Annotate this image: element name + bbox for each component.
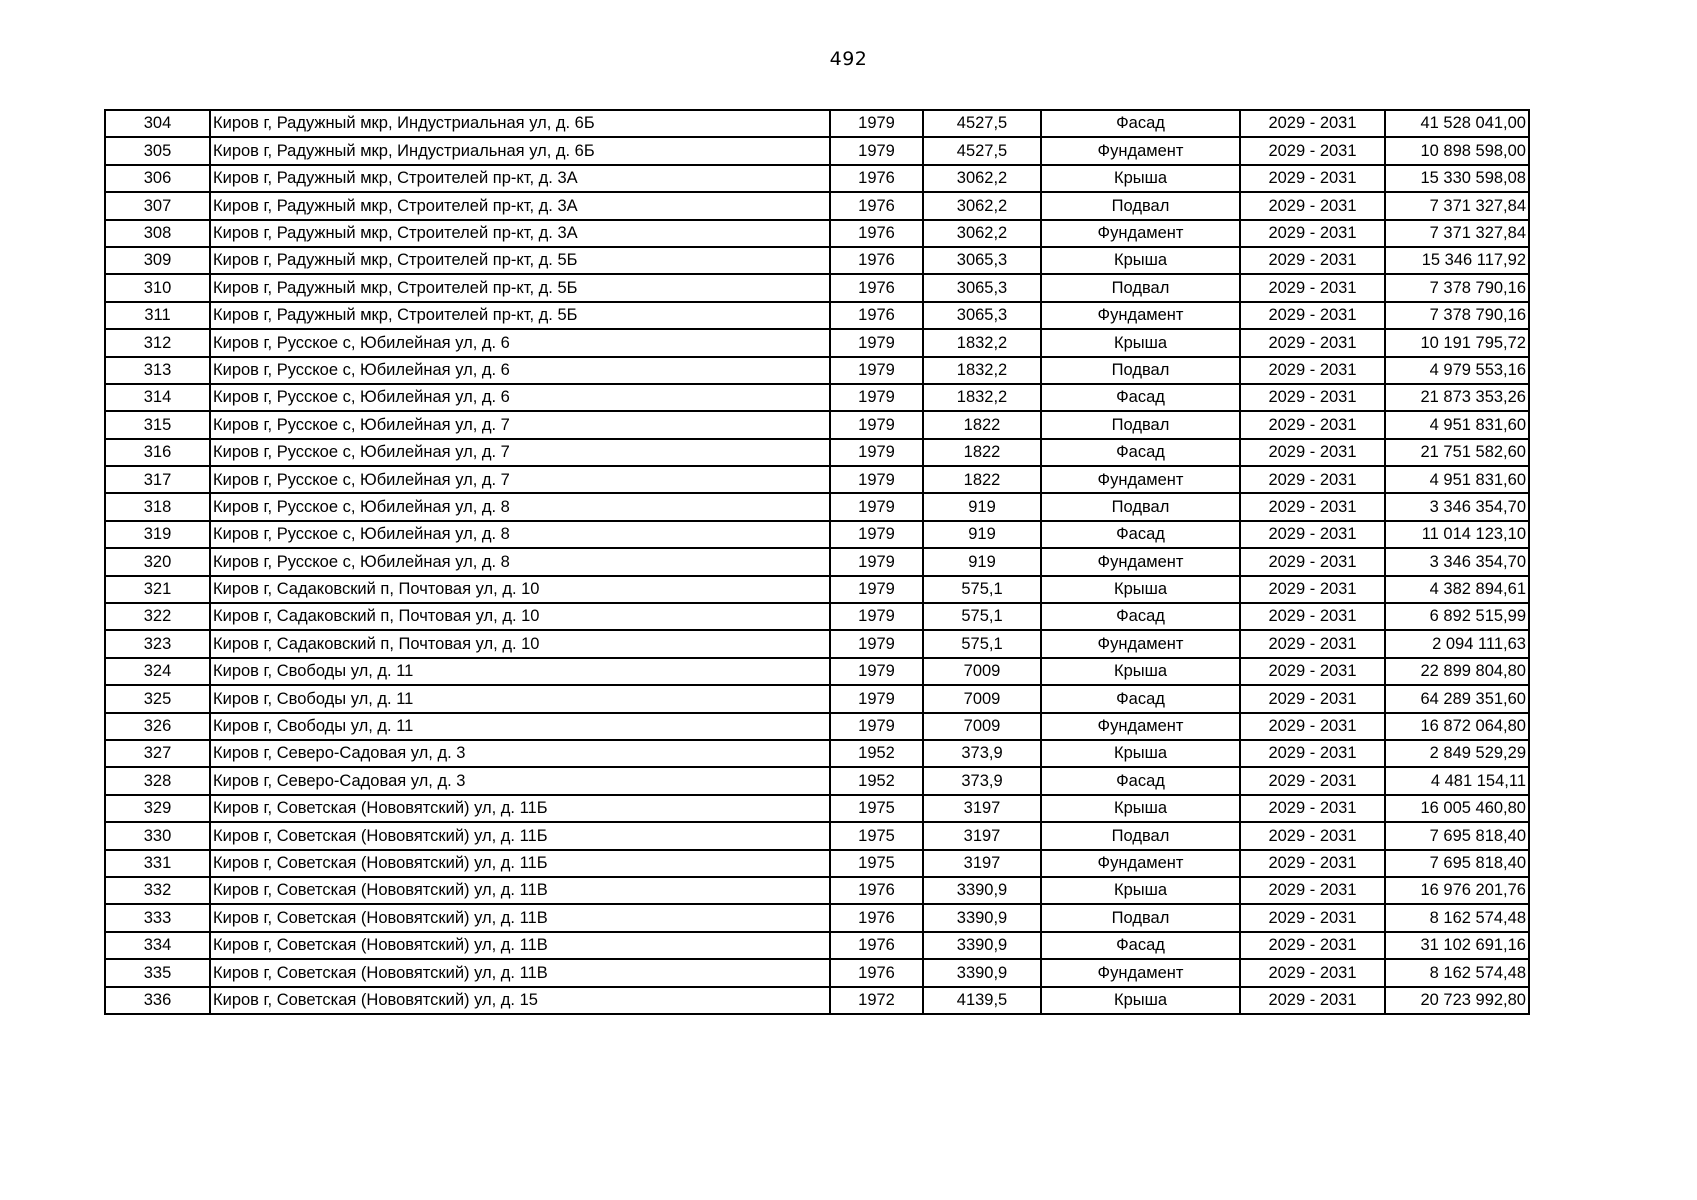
area-cell: 1832,2: [923, 329, 1041, 356]
table-row: [105, 247, 1529, 274]
work-type-cell: Фасад: [1041, 932, 1240, 959]
work-type-cell: Фундамент: [1041, 959, 1240, 986]
row-number-cell: 336: [105, 987, 210, 1014]
address-cell: Киров г, Радужный мкр, Строителей пр-кт, д. 5Б: [210, 302, 830, 329]
build-year-cell: 1979: [830, 137, 923, 164]
table-row: [105, 192, 1529, 219]
work-type-cell: Крыша: [1041, 658, 1240, 685]
build-year-cell: 1979: [830, 411, 923, 438]
work-type-cell: Фасад: [1041, 521, 1240, 548]
cost-cell: 20 723 992,80: [1385, 987, 1529, 1014]
table-row: [105, 822, 1529, 849]
cost-cell: 31 102 691,16: [1385, 932, 1529, 959]
row-number-cell: 308: [105, 220, 210, 247]
period-cell: 2029 - 2031: [1240, 877, 1385, 904]
address-cell: Киров г, Русское с, Юбилейная ул, д. 6: [210, 384, 830, 411]
build-year-cell: 1979: [830, 493, 923, 520]
row-number-cell: 330: [105, 822, 210, 849]
address-cell: Киров г, Советская (Нововятский) ул, д. 11В: [210, 959, 830, 986]
cost-cell: 4 951 831,60: [1385, 411, 1529, 438]
build-year-cell: 1976: [830, 932, 923, 959]
work-type-cell: Крыша: [1041, 877, 1240, 904]
address-cell: Киров г, Советская (Нововятский) ул, д. 15: [210, 987, 830, 1014]
address-cell: Киров г, Русское с, Юбилейная ул, д. 7: [210, 411, 830, 438]
cost-cell: 11 014 123,10: [1385, 521, 1529, 548]
table-row: [105, 767, 1529, 794]
work-type-cell: Фасад: [1041, 767, 1240, 794]
area-cell: 919: [923, 493, 1041, 520]
table-row: [105, 959, 1529, 986]
period-cell: 2029 - 2031: [1240, 220, 1385, 247]
row-number-cell: 314: [105, 384, 210, 411]
cost-cell: 3 346 354,70: [1385, 548, 1529, 575]
cost-cell: 4 481 154,11: [1385, 767, 1529, 794]
row-number-cell: 318: [105, 493, 210, 520]
row-number-cell: 333: [105, 904, 210, 931]
cost-cell: 15 346 117,92: [1385, 247, 1529, 274]
address-cell: Киров г, Радужный мкр, Строителей пр-кт, д. 3А: [210, 220, 830, 247]
address-cell: Киров г, Садаковский п, Почтовая ул, д. 10: [210, 630, 830, 657]
address-cell: Киров г, Русское с, Юбилейная ул, д. 7: [210, 439, 830, 466]
area-cell: 3390,9: [923, 904, 1041, 931]
build-year-cell: 1972: [830, 987, 923, 1014]
work-type-cell: Фасад: [1041, 110, 1240, 137]
address-cell: Киров г, Советская (Нововятский) ул, д. 11Б: [210, 822, 830, 849]
area-cell: 3197: [923, 795, 1041, 822]
table-row: [105, 795, 1529, 822]
build-year-cell: 1979: [830, 110, 923, 137]
cost-cell: 16 005 460,80: [1385, 795, 1529, 822]
row-number-cell: 315: [105, 411, 210, 438]
area-cell: 3197: [923, 850, 1041, 877]
cost-cell: 8 162 574,48: [1385, 959, 1529, 986]
repair-schedule-table: [104, 109, 1530, 1015]
row-number-cell: 311: [105, 302, 210, 329]
area-cell: 575,1: [923, 576, 1041, 603]
build-year-cell: 1976: [830, 877, 923, 904]
table-row: [105, 932, 1529, 959]
cost-cell: 15 330 598,08: [1385, 165, 1529, 192]
row-number-cell: 334: [105, 932, 210, 959]
build-year-cell: 1979: [830, 713, 923, 740]
period-cell: 2029 - 2031: [1240, 987, 1385, 1014]
area-cell: 3065,3: [923, 302, 1041, 329]
table-row: [105, 302, 1529, 329]
area-cell: 1822: [923, 439, 1041, 466]
address-cell: Киров г, Садаковский п, Почтовая ул, д. 10: [210, 603, 830, 630]
work-type-cell: Фундамент: [1041, 302, 1240, 329]
row-number-cell: 327: [105, 740, 210, 767]
cost-cell: 16 872 064,80: [1385, 713, 1529, 740]
address-cell: Киров г, Русское с, Юбилейная ул, д. 8: [210, 493, 830, 520]
period-cell: 2029 - 2031: [1240, 904, 1385, 931]
build-year-cell: 1976: [830, 165, 923, 192]
table-row: [105, 110, 1529, 137]
area-cell: 4527,5: [923, 110, 1041, 137]
build-year-cell: 1979: [830, 576, 923, 603]
work-type-cell: Фундамент: [1041, 630, 1240, 657]
table-row: [105, 630, 1529, 657]
build-year-cell: 1976: [830, 274, 923, 301]
build-year-cell: 1979: [830, 521, 923, 548]
period-cell: 2029 - 2031: [1240, 384, 1385, 411]
period-cell: 2029 - 2031: [1240, 603, 1385, 630]
period-cell: 2029 - 2031: [1240, 713, 1385, 740]
row-number-cell: 310: [105, 274, 210, 301]
address-cell: Киров г, Русское с, Юбилейная ул, д. 6: [210, 357, 830, 384]
row-number-cell: 306: [105, 165, 210, 192]
build-year-cell: 1976: [830, 959, 923, 986]
area-cell: 373,9: [923, 767, 1041, 794]
address-cell: Киров г, Русское с, Юбилейная ул, д. 8: [210, 521, 830, 548]
area-cell: 575,1: [923, 603, 1041, 630]
period-cell: 2029 - 2031: [1240, 740, 1385, 767]
area-cell: 1832,2: [923, 357, 1041, 384]
address-cell: Киров г, Русское с, Юбилейная ул, д. 8: [210, 548, 830, 575]
cost-cell: 7 695 818,40: [1385, 822, 1529, 849]
row-number-cell: 307: [105, 192, 210, 219]
period-cell: 2029 - 2031: [1240, 795, 1385, 822]
period-cell: 2029 - 2031: [1240, 439, 1385, 466]
area-cell: 1832,2: [923, 384, 1041, 411]
area-cell: 4139,5: [923, 987, 1041, 1014]
period-cell: 2029 - 2031: [1240, 137, 1385, 164]
table-row: [105, 548, 1529, 575]
row-number-cell: 335: [105, 959, 210, 986]
period-cell: 2029 - 2031: [1240, 466, 1385, 493]
period-cell: 2029 - 2031: [1240, 329, 1385, 356]
table-row: [105, 329, 1529, 356]
address-cell: Киров г, Советская (Нововятский) ул, д. 11В: [210, 932, 830, 959]
work-type-cell: Крыша: [1041, 740, 1240, 767]
row-number-cell: 329: [105, 795, 210, 822]
period-cell: 2029 - 2031: [1240, 274, 1385, 301]
work-type-cell: Фасад: [1041, 384, 1240, 411]
table-row: [105, 904, 1529, 931]
table-row: [105, 850, 1529, 877]
work-type-cell: Подвал: [1041, 357, 1240, 384]
row-number-cell: 326: [105, 713, 210, 740]
address-cell: Киров г, Радужный мкр, Индустриальная ул, д. 6Б: [210, 137, 830, 164]
cost-cell: 7 378 790,16: [1385, 302, 1529, 329]
table-row: [105, 493, 1529, 520]
row-number-cell: 323: [105, 630, 210, 657]
build-year-cell: 1979: [830, 603, 923, 630]
address-cell: Киров г, Северо-Садовая ул, д. 3: [210, 740, 830, 767]
period-cell: 2029 - 2031: [1240, 411, 1385, 438]
period-cell: 2029 - 2031: [1240, 685, 1385, 712]
period-cell: 2029 - 2031: [1240, 493, 1385, 520]
build-year-cell: 1976: [830, 247, 923, 274]
page-number: 492: [829, 48, 868, 70]
table-row: [105, 987, 1529, 1014]
work-type-cell: Крыша: [1041, 795, 1240, 822]
cost-cell: 22 899 804,80: [1385, 658, 1529, 685]
area-cell: 3390,9: [923, 877, 1041, 904]
table-row: [105, 220, 1529, 247]
cost-cell: 64 289 351,60: [1385, 685, 1529, 712]
area-cell: 7009: [923, 685, 1041, 712]
work-type-cell: Фасад: [1041, 439, 1240, 466]
work-type-cell: Фундамент: [1041, 220, 1240, 247]
build-year-cell: 1979: [830, 685, 923, 712]
area-cell: 575,1: [923, 630, 1041, 657]
area-cell: 919: [923, 548, 1041, 575]
table-row: [105, 603, 1529, 630]
cost-cell: 4 979 553,16: [1385, 357, 1529, 384]
work-type-cell: Подвал: [1041, 274, 1240, 301]
area-cell: 919: [923, 521, 1041, 548]
work-type-cell: Фундамент: [1041, 548, 1240, 575]
row-number-cell: 324: [105, 658, 210, 685]
build-year-cell: 1952: [830, 740, 923, 767]
area-cell: 3065,3: [923, 247, 1041, 274]
table-row: [105, 165, 1529, 192]
build-year-cell: 1976: [830, 220, 923, 247]
cost-cell: 7 695 818,40: [1385, 850, 1529, 877]
row-number-cell: 305: [105, 137, 210, 164]
area-cell: 3197: [923, 822, 1041, 849]
row-number-cell: 316: [105, 439, 210, 466]
cost-cell: 8 162 574,48: [1385, 904, 1529, 931]
cost-cell: 3 346 354,70: [1385, 493, 1529, 520]
row-number-cell: 309: [105, 247, 210, 274]
cost-cell: 10 898 598,00: [1385, 137, 1529, 164]
period-cell: 2029 - 2031: [1240, 850, 1385, 877]
period-cell: 2029 - 2031: [1240, 110, 1385, 137]
table-row: [105, 466, 1529, 493]
table-row: [105, 713, 1529, 740]
address-cell: Киров г, Советская (Нововятский) ул, д. 11В: [210, 904, 830, 931]
row-number-cell: 317: [105, 466, 210, 493]
cost-cell: 10 191 795,72: [1385, 329, 1529, 356]
area-cell: 7009: [923, 658, 1041, 685]
period-cell: 2029 - 2031: [1240, 521, 1385, 548]
work-type-cell: Крыша: [1041, 987, 1240, 1014]
address-cell: Киров г, Радужный мкр, Строителей пр-кт, д. 5Б: [210, 274, 830, 301]
period-cell: 2029 - 2031: [1240, 658, 1385, 685]
work-type-cell: Подвал: [1041, 904, 1240, 931]
row-number-cell: 321: [105, 576, 210, 603]
address-cell: Киров г, Советская (Нововятский) ул, д. 11В: [210, 877, 830, 904]
period-cell: 2029 - 2031: [1240, 767, 1385, 794]
row-number-cell: 325: [105, 685, 210, 712]
work-type-cell: Крыша: [1041, 576, 1240, 603]
cost-cell: 2 094 111,63: [1385, 630, 1529, 657]
address-cell: Киров г, Радужный мкр, Индустриальная ул, д. 6Б: [210, 110, 830, 137]
work-type-cell: Крыша: [1041, 329, 1240, 356]
cost-cell: 7 378 790,16: [1385, 274, 1529, 301]
area-cell: 3062,2: [923, 165, 1041, 192]
address-cell: Киров г, Радужный мкр, Строителей пр-кт, д. 5Б: [210, 247, 830, 274]
table-row: [105, 658, 1529, 685]
work-type-cell: Крыша: [1041, 247, 1240, 274]
period-cell: 2029 - 2031: [1240, 548, 1385, 575]
address-cell: Киров г, Свободы ул, д. 11: [210, 658, 830, 685]
build-year-cell: 1979: [830, 439, 923, 466]
work-type-cell: Фундамент: [1041, 713, 1240, 740]
table-row: [105, 576, 1529, 603]
area-cell: 4527,5: [923, 137, 1041, 164]
area-cell: 3062,2: [923, 192, 1041, 219]
area-cell: 7009: [923, 713, 1041, 740]
work-type-cell: Подвал: [1041, 192, 1240, 219]
table-row: [105, 877, 1529, 904]
build-year-cell: 1976: [830, 904, 923, 931]
period-cell: 2029 - 2031: [1240, 192, 1385, 219]
build-year-cell: 1979: [830, 548, 923, 575]
cost-cell: 6 892 515,99: [1385, 603, 1529, 630]
area-cell: 3390,9: [923, 932, 1041, 959]
period-cell: 2029 - 2031: [1240, 165, 1385, 192]
work-type-cell: Фундамент: [1041, 850, 1240, 877]
build-year-cell: 1979: [830, 357, 923, 384]
work-type-cell: Фундамент: [1041, 137, 1240, 164]
build-year-cell: 1979: [830, 466, 923, 493]
table-row: [105, 740, 1529, 767]
table-row: [105, 274, 1529, 301]
table-row: [105, 357, 1529, 384]
row-number-cell: 320: [105, 548, 210, 575]
table-row: [105, 137, 1529, 164]
address-cell: Киров г, Радужный мкр, Строителей пр-кт, д. 3А: [210, 192, 830, 219]
area-cell: 3062,2: [923, 220, 1041, 247]
area-cell: 1822: [923, 466, 1041, 493]
period-cell: 2029 - 2031: [1240, 932, 1385, 959]
period-cell: 2029 - 2031: [1240, 822, 1385, 849]
work-type-cell: Фундамент: [1041, 466, 1240, 493]
table-row: [105, 439, 1529, 466]
cost-cell: 7 371 327,84: [1385, 192, 1529, 219]
area-cell: 1822: [923, 411, 1041, 438]
period-cell: 2029 - 2031: [1240, 247, 1385, 274]
build-year-cell: 1979: [830, 329, 923, 356]
address-cell: Киров г, Русское с, Юбилейная ул, д. 7: [210, 466, 830, 493]
table-row: [105, 411, 1529, 438]
build-year-cell: 1976: [830, 192, 923, 219]
period-cell: 2029 - 2031: [1240, 302, 1385, 329]
cost-cell: 4 951 831,60: [1385, 466, 1529, 493]
cost-cell: 21 751 582,60: [1385, 439, 1529, 466]
build-year-cell: 1952: [830, 767, 923, 794]
address-cell: Киров г, Свободы ул, д. 11: [210, 685, 830, 712]
table-row: [105, 384, 1529, 411]
row-number-cell: 312: [105, 329, 210, 356]
cost-cell: 16 976 201,76: [1385, 877, 1529, 904]
area-cell: 3065,3: [923, 274, 1041, 301]
work-type-cell: Крыша: [1041, 165, 1240, 192]
row-number-cell: 322: [105, 603, 210, 630]
period-cell: 2029 - 2031: [1240, 357, 1385, 384]
build-year-cell: 1976: [830, 302, 923, 329]
address-cell: Киров г, Советская (Нововятский) ул, д. 11Б: [210, 795, 830, 822]
period-cell: 2029 - 2031: [1240, 576, 1385, 603]
area-cell: 373,9: [923, 740, 1041, 767]
row-number-cell: 313: [105, 357, 210, 384]
build-year-cell: 1975: [830, 850, 923, 877]
row-number-cell: 331: [105, 850, 210, 877]
address-cell: Киров г, Садаковский п, Почтовая ул, д. 10: [210, 576, 830, 603]
row-number-cell: 319: [105, 521, 210, 548]
build-year-cell: 1979: [830, 658, 923, 685]
address-cell: Киров г, Северо-Садовая ул, д. 3: [210, 767, 830, 794]
cost-cell: 21 873 353,26: [1385, 384, 1529, 411]
address-cell: Киров г, Советская (Нововятский) ул, д. 11Б: [210, 850, 830, 877]
row-number-cell: 332: [105, 877, 210, 904]
work-type-cell: Подвал: [1041, 411, 1240, 438]
row-number-cell: 304: [105, 110, 210, 137]
table-row: [105, 685, 1529, 712]
cost-cell: 7 371 327,84: [1385, 220, 1529, 247]
row-number-cell: 328: [105, 767, 210, 794]
period-cell: 2029 - 2031: [1240, 959, 1385, 986]
area-cell: 3390,9: [923, 959, 1041, 986]
build-year-cell: 1975: [830, 822, 923, 849]
address-cell: Киров г, Свободы ул, д. 11: [210, 713, 830, 740]
work-type-cell: Фасад: [1041, 603, 1240, 630]
work-type-cell: Подвал: [1041, 822, 1240, 849]
table-row: [105, 521, 1529, 548]
build-year-cell: 1979: [830, 384, 923, 411]
address-cell: Киров г, Радужный мкр, Строителей пр-кт, д. 3А: [210, 165, 830, 192]
cost-cell: 2 849 529,29: [1385, 740, 1529, 767]
work-type-cell: Подвал: [1041, 493, 1240, 520]
build-year-cell: 1979: [830, 630, 923, 657]
build-year-cell: 1975: [830, 795, 923, 822]
period-cell: 2029 - 2031: [1240, 630, 1385, 657]
address-cell: Киров г, Русское с, Юбилейная ул, д. 6: [210, 329, 830, 356]
table-body: [105, 110, 1529, 1014]
work-type-cell: Фасад: [1041, 685, 1240, 712]
cost-cell: 4 382 894,61: [1385, 576, 1529, 603]
cost-cell: 41 528 041,00: [1385, 110, 1529, 137]
